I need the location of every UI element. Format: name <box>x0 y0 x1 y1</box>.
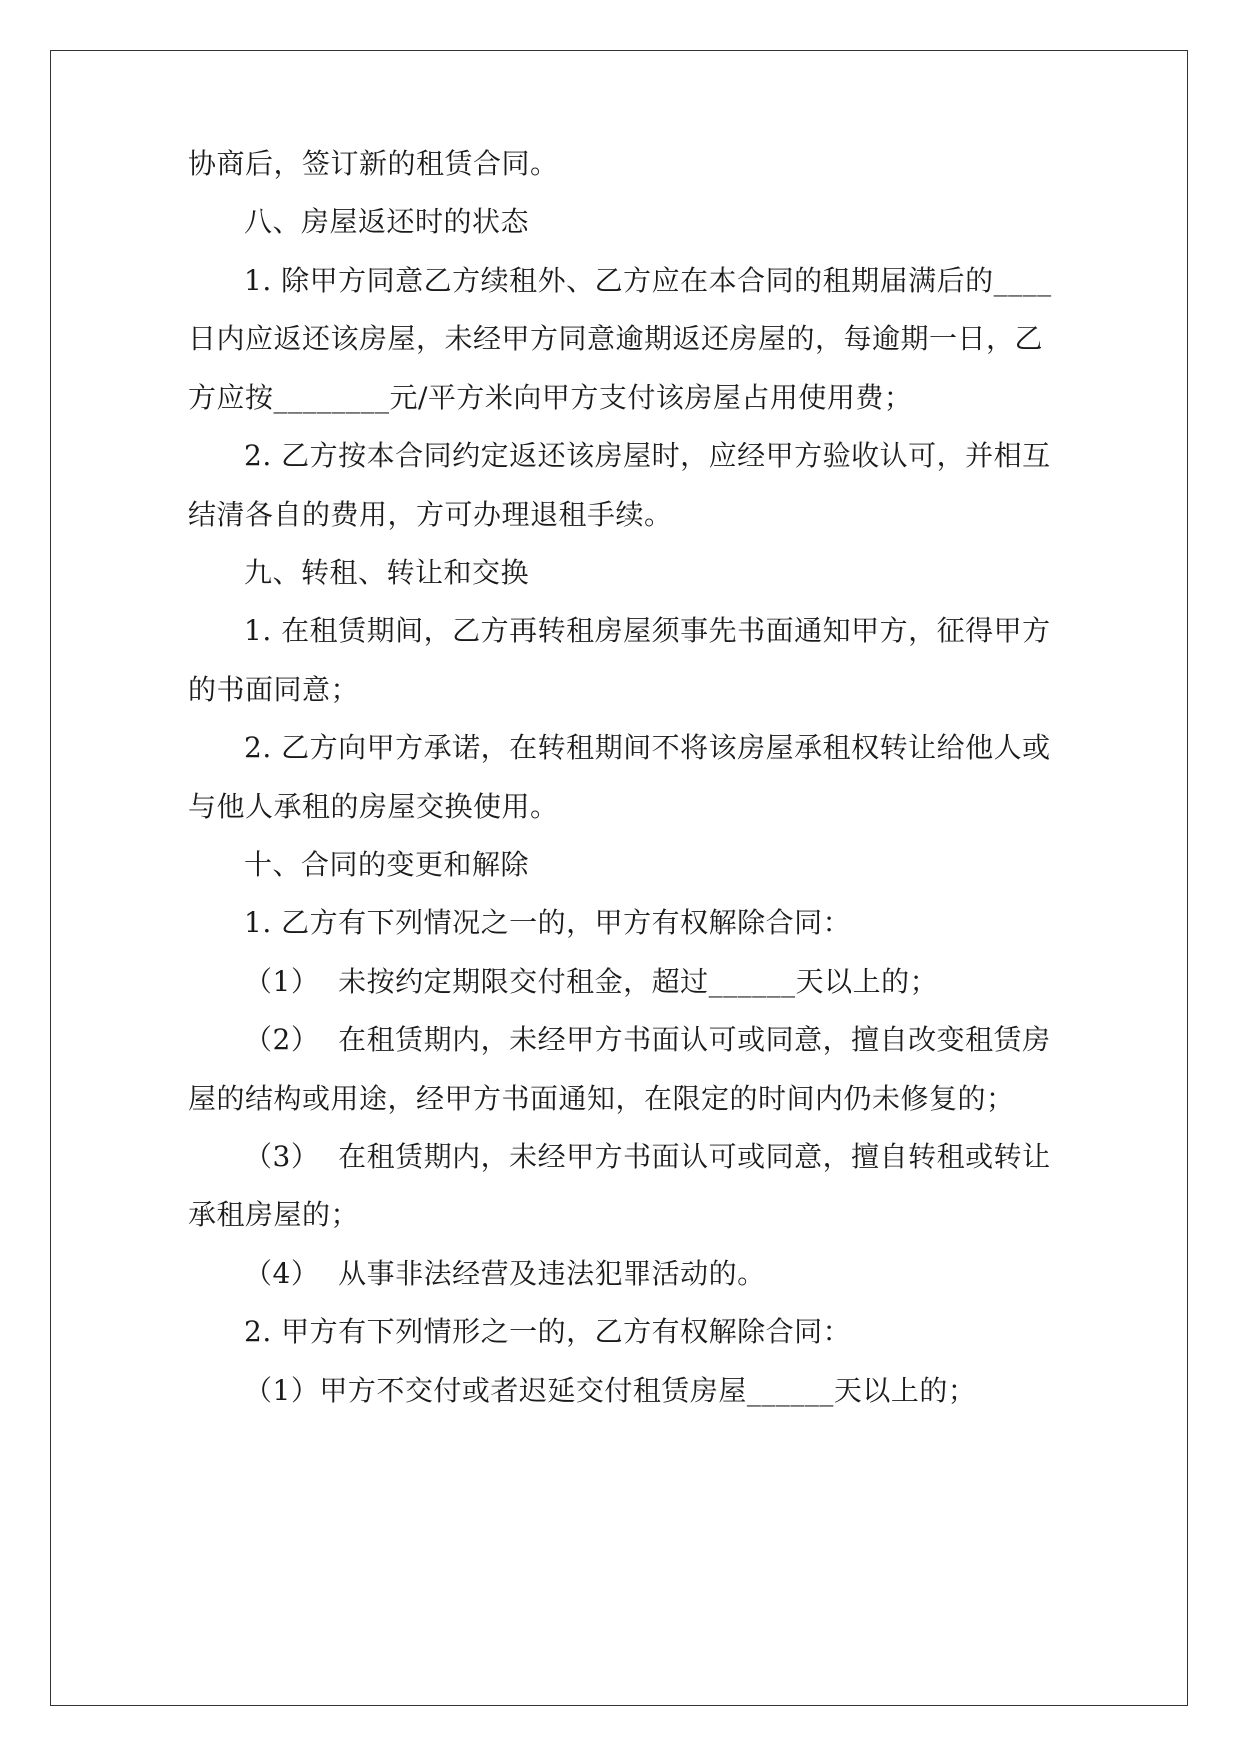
list-item: （4） 从事非法经营及违法犯罪活动的。 <box>244 1257 766 1290</box>
paragraph-line: 1. 在租赁期间，乙方再转租房屋须事先书面通知甲方，征得甲方 <box>244 614 1051 647</box>
paragraph-line: 日内应返还该房屋，未经甲方同意逾期返还房屋的，每逾期一日，乙 <box>188 322 1044 355</box>
section-heading: 九、转租、转让和交换 <box>244 556 530 589</box>
paragraph-line: 与他人承租的房屋交换使用。 <box>188 790 559 823</box>
paragraph-line: 2. 乙方按本合同约定返还该房屋时，应经甲方验收认可，并相互 <box>244 439 1051 472</box>
paragraph-line: 结清各自的费用，方可办理退租手续。 <box>188 498 673 531</box>
section-heading: 十、合同的变更和解除 <box>244 848 530 881</box>
list-item: （3） 在租赁期内，未经甲方书面认可或同意，擅自转租或转让 <box>244 1140 1051 1173</box>
paragraph-line: 屋的结构或用途，经甲方书面通知，在限定的时间内仍未修复的； <box>188 1082 1015 1115</box>
list-item: （1）甲方不交付或者迟延交付租赁房屋______天以上的； <box>244 1374 977 1407</box>
paragraph-line: 1. 除甲方同意乙方续租外、乙方应在本合同的租期届满后的____ <box>244 264 1052 297</box>
list-item: （2） 在租赁期内，未经甲方书面认可或同意，擅自改变租赁房 <box>244 1023 1051 1056</box>
paragraph-line: 1. 乙方有下列情况之一的，甲方有权解除合同： <box>244 906 852 939</box>
section-heading: 八、房屋返还时的状态 <box>244 205 530 238</box>
paragraph-line: 2. 乙方向甲方承诺，在转租期间不将该房屋承租权转让给他人或 <box>244 731 1051 764</box>
paragraph-line: 协商后，签订新的租赁合同。 <box>188 147 559 180</box>
paragraph-line: 承租房屋的； <box>188 1198 360 1231</box>
list-item: （1） 未按约定期限交付租金，超过______天以上的； <box>244 965 939 998</box>
paragraph-line: 2. 甲方有下列情形之一的，乙方有权解除合同： <box>244 1315 852 1348</box>
paragraph-line: 的书面同意； <box>188 673 360 706</box>
page-border <box>50 50 1188 1706</box>
paragraph-line: 方应按________元/平方米向甲方支付该房屋占用使用费； <box>188 381 913 414</box>
